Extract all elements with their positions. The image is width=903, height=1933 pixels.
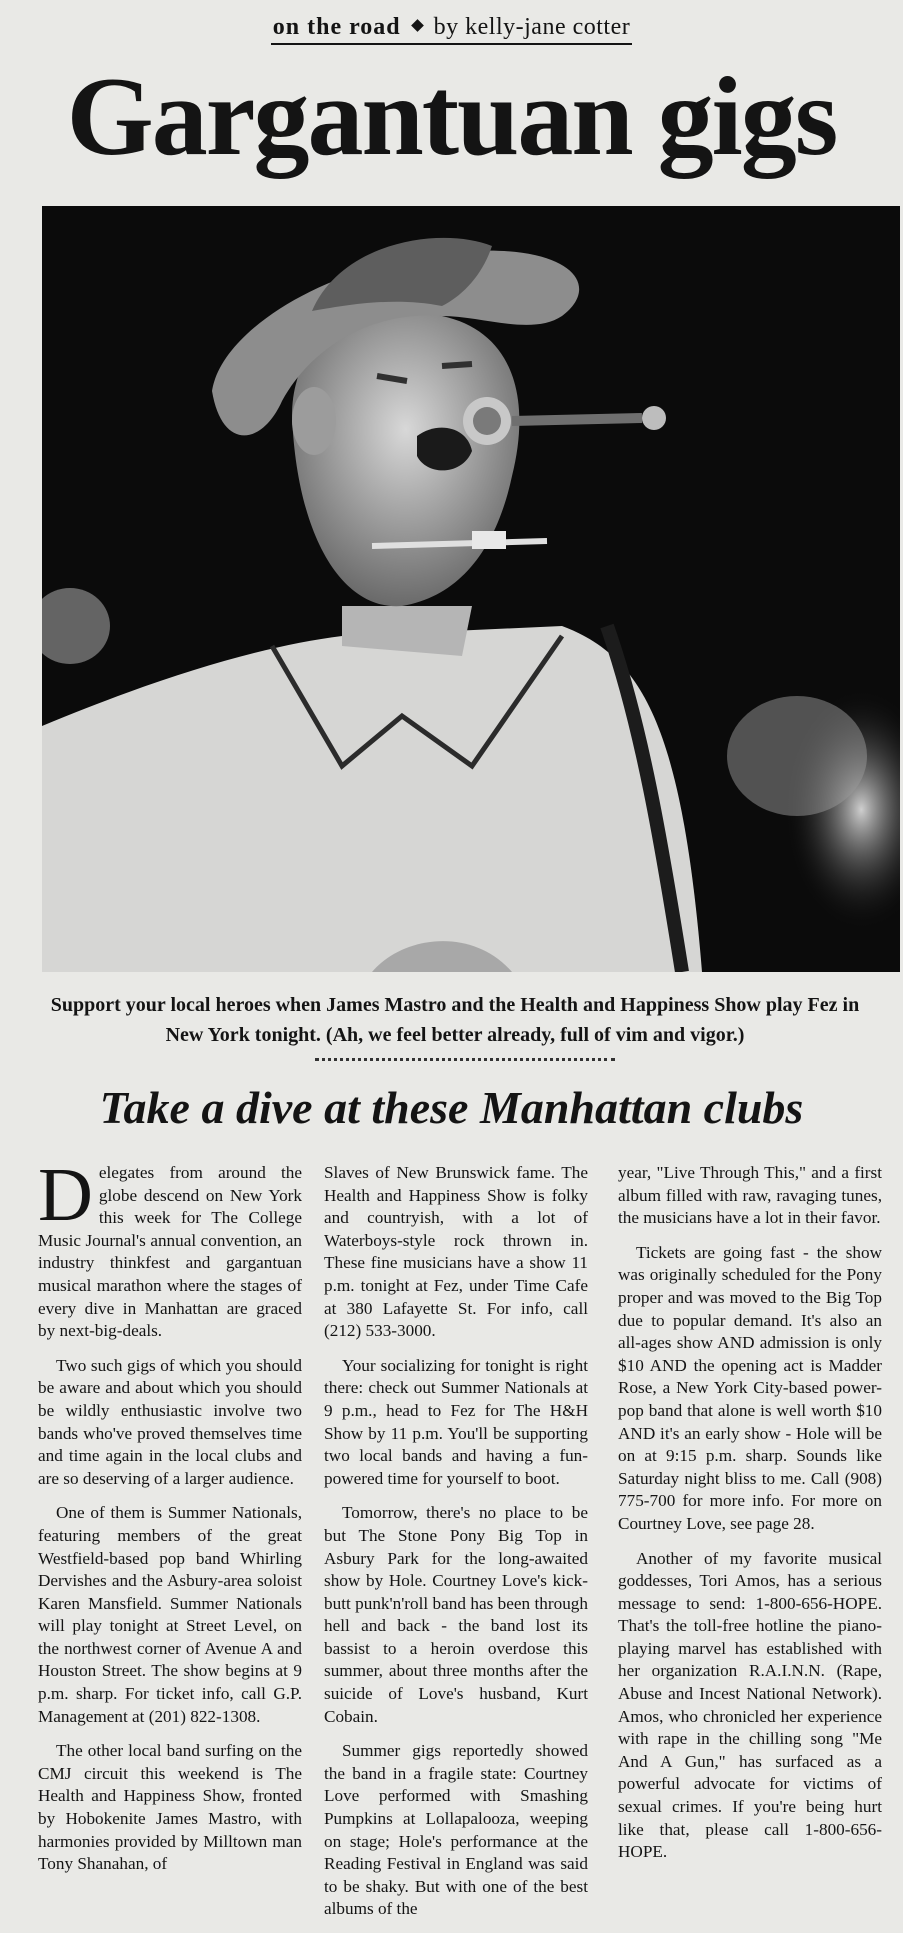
headline: Gargantuan gigs [66,55,837,179]
article-column-1 [38,1153,302,1888]
dotted-divider [315,1058,615,1061]
paragraph-text: elegates from around the globe descend on New York this week for The College Music Journal's annual convention, an industry thinkfest and gargantuan musical marathon where the stages of every dive in Manhattan are graced by next-big-deals. [38,1163,302,1341]
paragraph: The other local band surfing on the CMJ circuit this weekend is The Health and Happiness Show, fronted by Hobokenite James Mastro, with harmonies provided by Milltown man Tony Shanahan, of [38,1741,302,1874]
subheadline: Take a dive at these Manhattan clubs [99,1082,804,1133]
section-label: on the road [272,14,401,40]
article-column-3 [618,1162,882,1876]
paragraph [38,1153,302,1343]
drop-cap: D [38,1153,93,1237]
performer-photo [42,206,900,972]
paragraph: Slaves of New Brunswick fame. The Health and Happiness Show is folky and countryish, with a lot of Waterboys-style rock thrown in. These fine musicians have a show 11 p.m. tonight at Fez, under Time Cafe at 380 Lafayette St. For info, call (212) 533-3000. [324,1163,588,1341]
paragraph: One of them is Summer Nationals, featuring members of the great Westfield-based pop band Whirling Dervishes and the Asbury-area soloist Karen Mansfield. Summer Nationals will play tonight at Street Level, on the northwest corner of Avenue A and Houston Street. The show begins at 9 p.m. sharp. For ticket info, call G.P. Management at (201) 822-1308. [38,1503,302,1726]
article-column-2 [324,1162,588,1933]
photo-illustration [42,206,900,972]
paragraph: Tomorrow, there's no place to be but The Stone Pony Big Top in Asbury Park for the long-awaited show by Hole. Courtney Love's kick-butt punk'n'roll band has been through hell and back - the band lost its bassist to a heroin overdose this summer, about three months after the suicide of Love's husband, Kurt Cobain. [324,1503,588,1726]
photo-caption: Support your local heroes when James Mastro and the Health and Happiness Show play Fez in New York tonight. (Ah, we feel better already, full of vim and vigor.) [50,994,860,1046]
paragraph: Two such gigs of which you should be aware and about which you should be wildly enthusiastic involve two bands who've proved themselves time and time again in the local clubs and are so deserving of a larger audience. [38,1355,302,1488]
paragraph: Summer gigs reportedly showed the band in a fragile state: Courtney Love performed with Smashing Pumpkins at Lollapalooza, weeping on stage; Hole's performance at the Reading Festival in England was said to be shaky. But with one of the best albums of the [324,1741,588,1919]
paragraph: year, "Live Through This," and a first album filled with raw, ravaging tunes, the musicians have a lot in their favor. [618,1163,882,1228]
paragraph: Another of my favorite musical goddesses, Tori Amos, has a serious message to send: 1-800-656-HOPE. That's the toll-free hotline the piano-playing marvel has established with her organization R.A.I.N.N. (Rape, Abuse and Incest National Network). Amos, who chronicled her experience with rape in the chilling song "Me And A Gun," has surfaced as a powerful advocate for victims of sexual crimes. If you're being hurt like that, please call 1-800-656-HOPE. [618,1548,882,1862]
paragraph: Tickets are going fast - the show was originally scheduled for the Pony proper and was moved to the Big Top due to popular demand. It's also an all-ages show AND admission is only $10 AND the opening act is Madder Rose, a New York City-based power-pop band that alone is well worth $10 AND it's an early show - Hole will be on at 9:15 p.m. sharp. Sounds like Saturday night bliss to me. Call (908) 775-700 for more info. For more on Courtney Love, see page 28. [618,1242,882,1533]
paragraph: Your socializing for tonight is right there: check out Summer Nationals at 9 p.m., head to Fez for The H&H Show by 11 p.m. You'll be supporting two local bands and having a fun-powered time for yourself to boot. [324,1355,588,1488]
section-kicker [0,14,903,45]
diamond-icon [411,19,424,32]
kicker-line [271,14,633,45]
byline: by kelly-jane cotter [433,14,631,40]
